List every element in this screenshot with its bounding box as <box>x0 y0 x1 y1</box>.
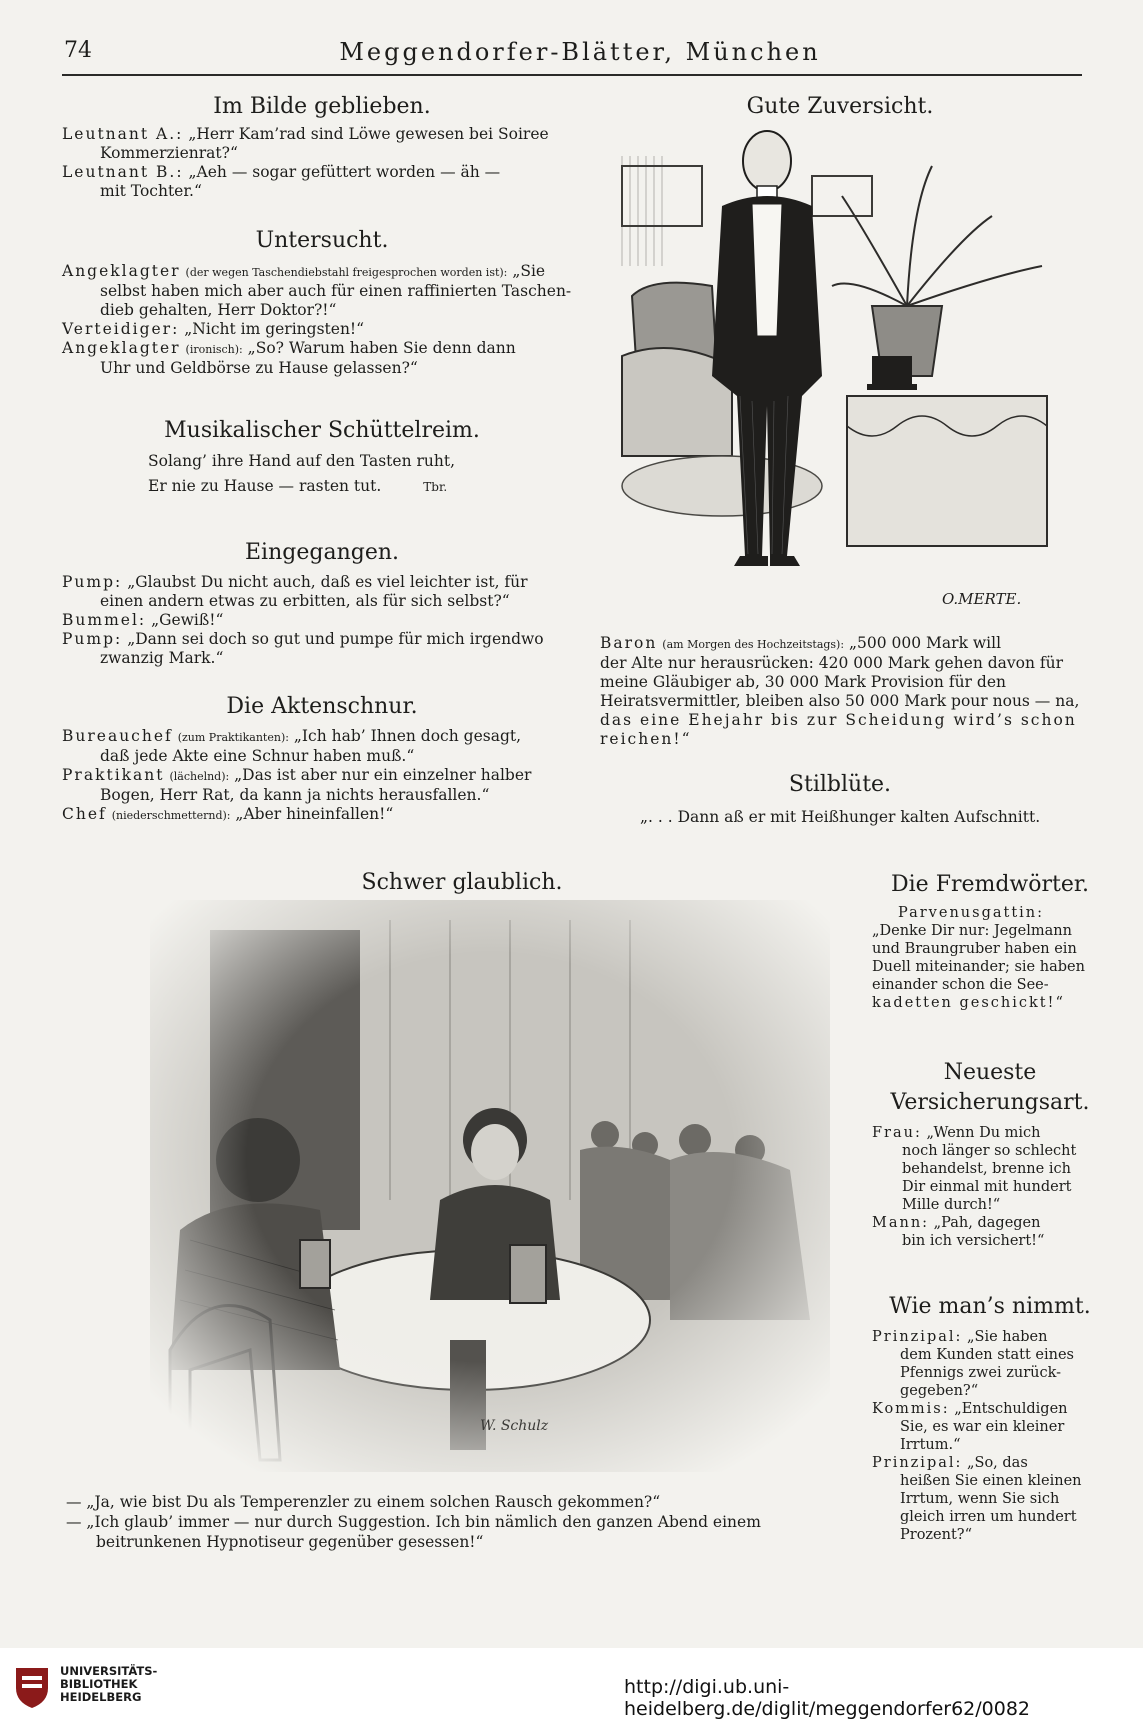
header-rule <box>62 74 1082 76</box>
heading-neueste: Neueste <box>943 1060 1037 1085</box>
author: Tbr. <box>423 480 448 494</box>
heading-schwer-glaublich: Schwer glaublich. <box>361 870 563 895</box>
heading-eingegangen: Eingegangen. <box>245 540 399 565</box>
university-library-logo-icon <box>12 1664 52 1710</box>
text-fremdwoerter: Parvenusgattin: „Denke Dir nur: Jegelmann und Braungruber haben ein Duell miteinander; sie haben einander schon die See- kadetten geschickt!“ <box>872 905 1085 1011</box>
speaker: Leutnant A.: <box>62 125 184 143</box>
source-url-link[interactable]: http://digi.ub.uni-heidelberg.de/diglit/meggendorfer62/0082 <box>624 1676 1030 1720</box>
heading-gute-zuversicht: Gute Zuversicht. <box>746 94 934 119</box>
magazine-title: Meggendorfer-Blätter, München <box>339 38 821 66</box>
text-untersucht: Angeklagter (der wegen Taschendiebstahl freigesprochen worden ist): „Sie selbst haben mich aber auch für einen raffinierten Taschen- dieb gehalten, Herr Doktor?!“ Verteidiger: „Nicht im geringsten!“ Angeklagter (ironisch): „So? Warum haben Sie denn dann Uhr und Geldbörse zu Hause gelassen?“ <box>62 262 572 377</box>
library-footer <box>0 1648 1143 1728</box>
caption-gute-zuversicht: Baron (am Morgen des Hochzeitstags): „500 000 Mark will der Alte nur herausrücken: 420 000 Mark gehen davon für meine Gläubiger ab, 30 000 Mark Provision für den Heiratsvermittler, bleiben also 50 000 Mark pour nous — na, das eine Ehejahr bis zur Scheidung wird’s schon reichen!“ <box>600 634 1080 748</box>
caption-schwer-glaublich: — „Ja, wie bist Du als Temperenzler zu einem solchen Rausch gekommen?“ — „Ich glaub’ immer — nur durch Suggestion. Ich bin nämlich den ganzen Abend einem beitrunkenen Hypnotiseur gegenüber gesessen!“ <box>66 1493 761 1551</box>
text-im-bilde: Leutnant A.: „Herr Kam’rad sind Löwe gewesen bei Soiree Kommerzienrat?“ Leutnant B.: „Aeh — sogar gefüttert worden — äh — mit Tochter.“ <box>62 125 549 200</box>
illustration-signature: O.MERTE. <box>942 590 1022 608</box>
heading-schuettelreim: Musikalischer Schüttelreim. <box>164 418 480 443</box>
library-name: UNIVERSITÄTS- BIBLIOTHEK HEIDELBERG <box>60 1664 158 1704</box>
page-number: 74 <box>64 38 92 63</box>
heading-versicherungsart: Versicherungsart. <box>890 1090 1090 1115</box>
heading-fremdwoerter: Die Fremdwörter. <box>891 872 1089 897</box>
text-stilbluete: „. . . Dann aß er mit Heißhunger kalten Aufschnitt. <box>640 808 1041 826</box>
illustration-beer-hall <box>150 900 830 1472</box>
illustration-baron <box>612 126 1082 614</box>
heading-aktenschnur: Die Aktenschnur. <box>226 694 418 719</box>
illustration-signature: W. Schulz <box>480 1418 549 1434</box>
heading-stilbluete: Stilblüte. <box>788 772 892 797</box>
text-wie-mans-nimmt: Prinzipal: „Sie haben dem Kunden statt eines Pfennigs zwei zurück- gegeben?“ Kommis: „Entschuldigen Sie, es war ein kleiner Irrtum.“ Prinzipal: „So, das heißen Sie einen kleinen Irrtum, wenn Sie sich gleich irren um hundert Prozent?“ <box>872 1329 1082 1543</box>
poem-schuettelreim: Solang’ ihre Hand auf den Tasten ruht, Er nie zu Hause — rasten tut. Tbr. <box>148 452 456 495</box>
heading-im-bilde: Im Bilde geblieben. <box>213 94 431 119</box>
heading-wie-mans-nimmt: Wie man’s nimmt. <box>889 1294 1091 1319</box>
text-aktenschnur: Bureauchef (zum Praktikanten): „Ich hab’ Ihnen doch gesagt, daß jede Akte eine Schnur haben muß.“ Praktikant (lächelnd): „Das ist aber nur ein einzelner halber Bogen, Herr Rat, da kann ja nichts herausfallen.“ Chef (niederschmetternd): „Aber hineinfallen!“ <box>62 727 532 823</box>
heading-untersucht: Untersucht. <box>255 228 389 253</box>
text-eingegangen: Pump: „Glaubst Du nicht auch, daß es viel leichter ist, für einen andern etwas zu erbitten, als für sich selbst?“ Bummel: „Gewiß!“ Pump: „Dann sei doch so gut und pumpe für mich irgendwo zwanzig Mark.“ <box>62 573 544 667</box>
speaker: Leutnant B.: <box>62 163 184 181</box>
text-neueste: Frau: „Wenn Du mich noch länger so schlecht behandelst, brenne ich Dir einmal mit hundert Mille durch!“ Mann: „Pah, dagegen bin ich versichert!“ <box>872 1125 1077 1249</box>
